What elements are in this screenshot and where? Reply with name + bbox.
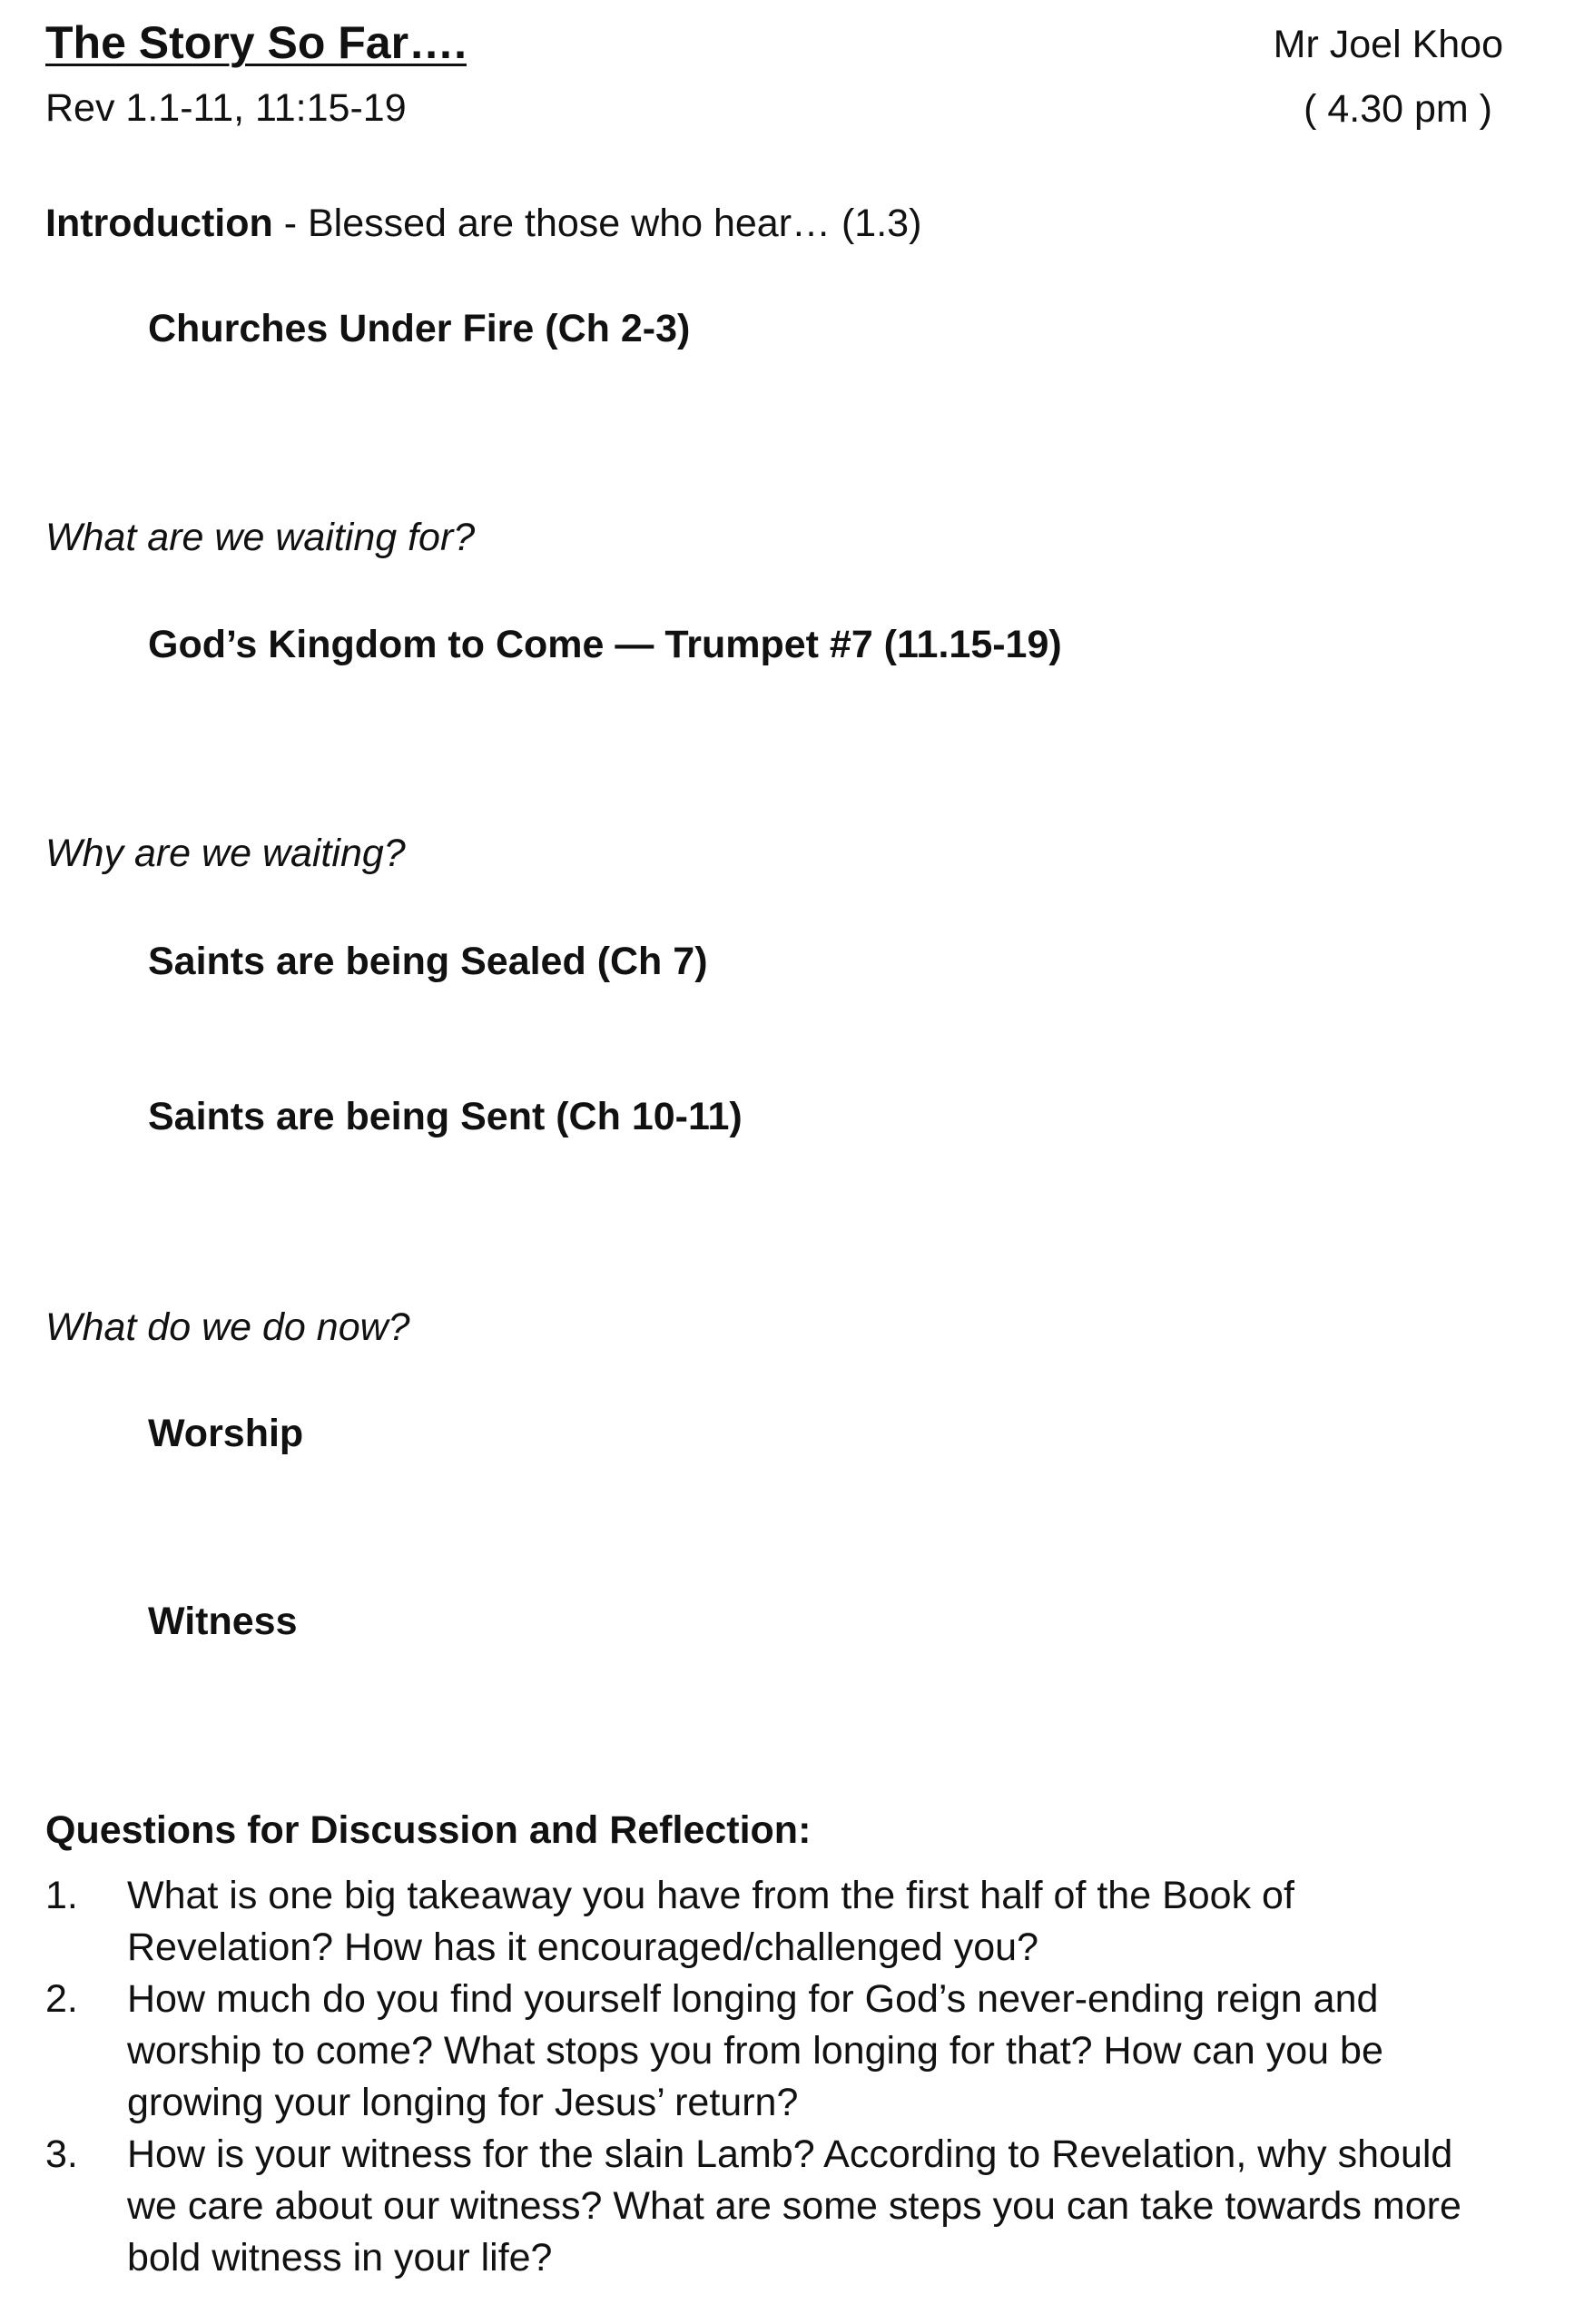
question-text-line: How is your witness for the slain Lamb? According to Revelation, why should xyxy=(127,2132,1453,2176)
service-time: ( 4.30 pm ) xyxy=(1304,87,1492,131)
point-gods-kingdom: God’s Kingdom to Come — Trumpet #7 (11.15-19) xyxy=(148,623,1062,666)
question-number: 2. xyxy=(45,1977,78,2021)
point-witness: Witness xyxy=(148,1600,298,1643)
point-worship: Worship xyxy=(148,1412,304,1455)
question-text-line: bold witness in your life? xyxy=(127,2236,553,2280)
scripture-passage: Rev 1.1-11, 11:15-19 xyxy=(45,86,407,130)
question-text-line: Revelation? How has it encouraged/challenged you? xyxy=(127,1925,1039,1969)
question-number: 3. xyxy=(45,2132,78,2176)
page-title: The Story So Far…. xyxy=(45,17,467,68)
speaker-name: Mr Joel Khoo xyxy=(1273,23,1503,66)
introduction-label: Introduction xyxy=(45,202,273,245)
introduction-line xyxy=(45,202,921,246)
heading-waiting-for: What are we waiting for? xyxy=(45,516,476,559)
heading-do-now: What do we do now? xyxy=(45,1305,410,1349)
question-text-line: growing your longing for Jesus’ return? xyxy=(127,2081,799,2124)
introduction-text: - Blessed are those who hear… (1.3) xyxy=(272,202,922,245)
question-text-line: worship to come? What stops you from longing for that? How can you be xyxy=(127,2029,1383,2073)
question-text-line: we care about our witness? What are some steps you can take towards more xyxy=(127,2184,1461,2228)
heading-why-waiting: Why are we waiting? xyxy=(45,832,406,875)
point-saints-sent: Saints are being Sent (Ch 10-11) xyxy=(148,1095,743,1138)
point-churches-under-fire: Churches Under Fire (Ch 2-3) xyxy=(148,307,691,350)
question-number: 1. xyxy=(45,1874,78,1917)
question-item-2 xyxy=(45,1974,1498,2129)
question-item-3 xyxy=(45,2129,1498,2284)
questions-heading: Questions for Discussion and Reflection: xyxy=(45,1808,812,1852)
question-item-1 xyxy=(45,1870,1498,1974)
questions-list xyxy=(45,1870,1498,2284)
question-text-line: How much do you find yourself longing for God’s never-ending reign and xyxy=(127,1977,1379,2021)
point-saints-sealed: Saints are being Sealed (Ch 7) xyxy=(148,940,708,983)
question-text-line: What is one big takeaway you have from the first half of the Book of xyxy=(127,1874,1294,1917)
